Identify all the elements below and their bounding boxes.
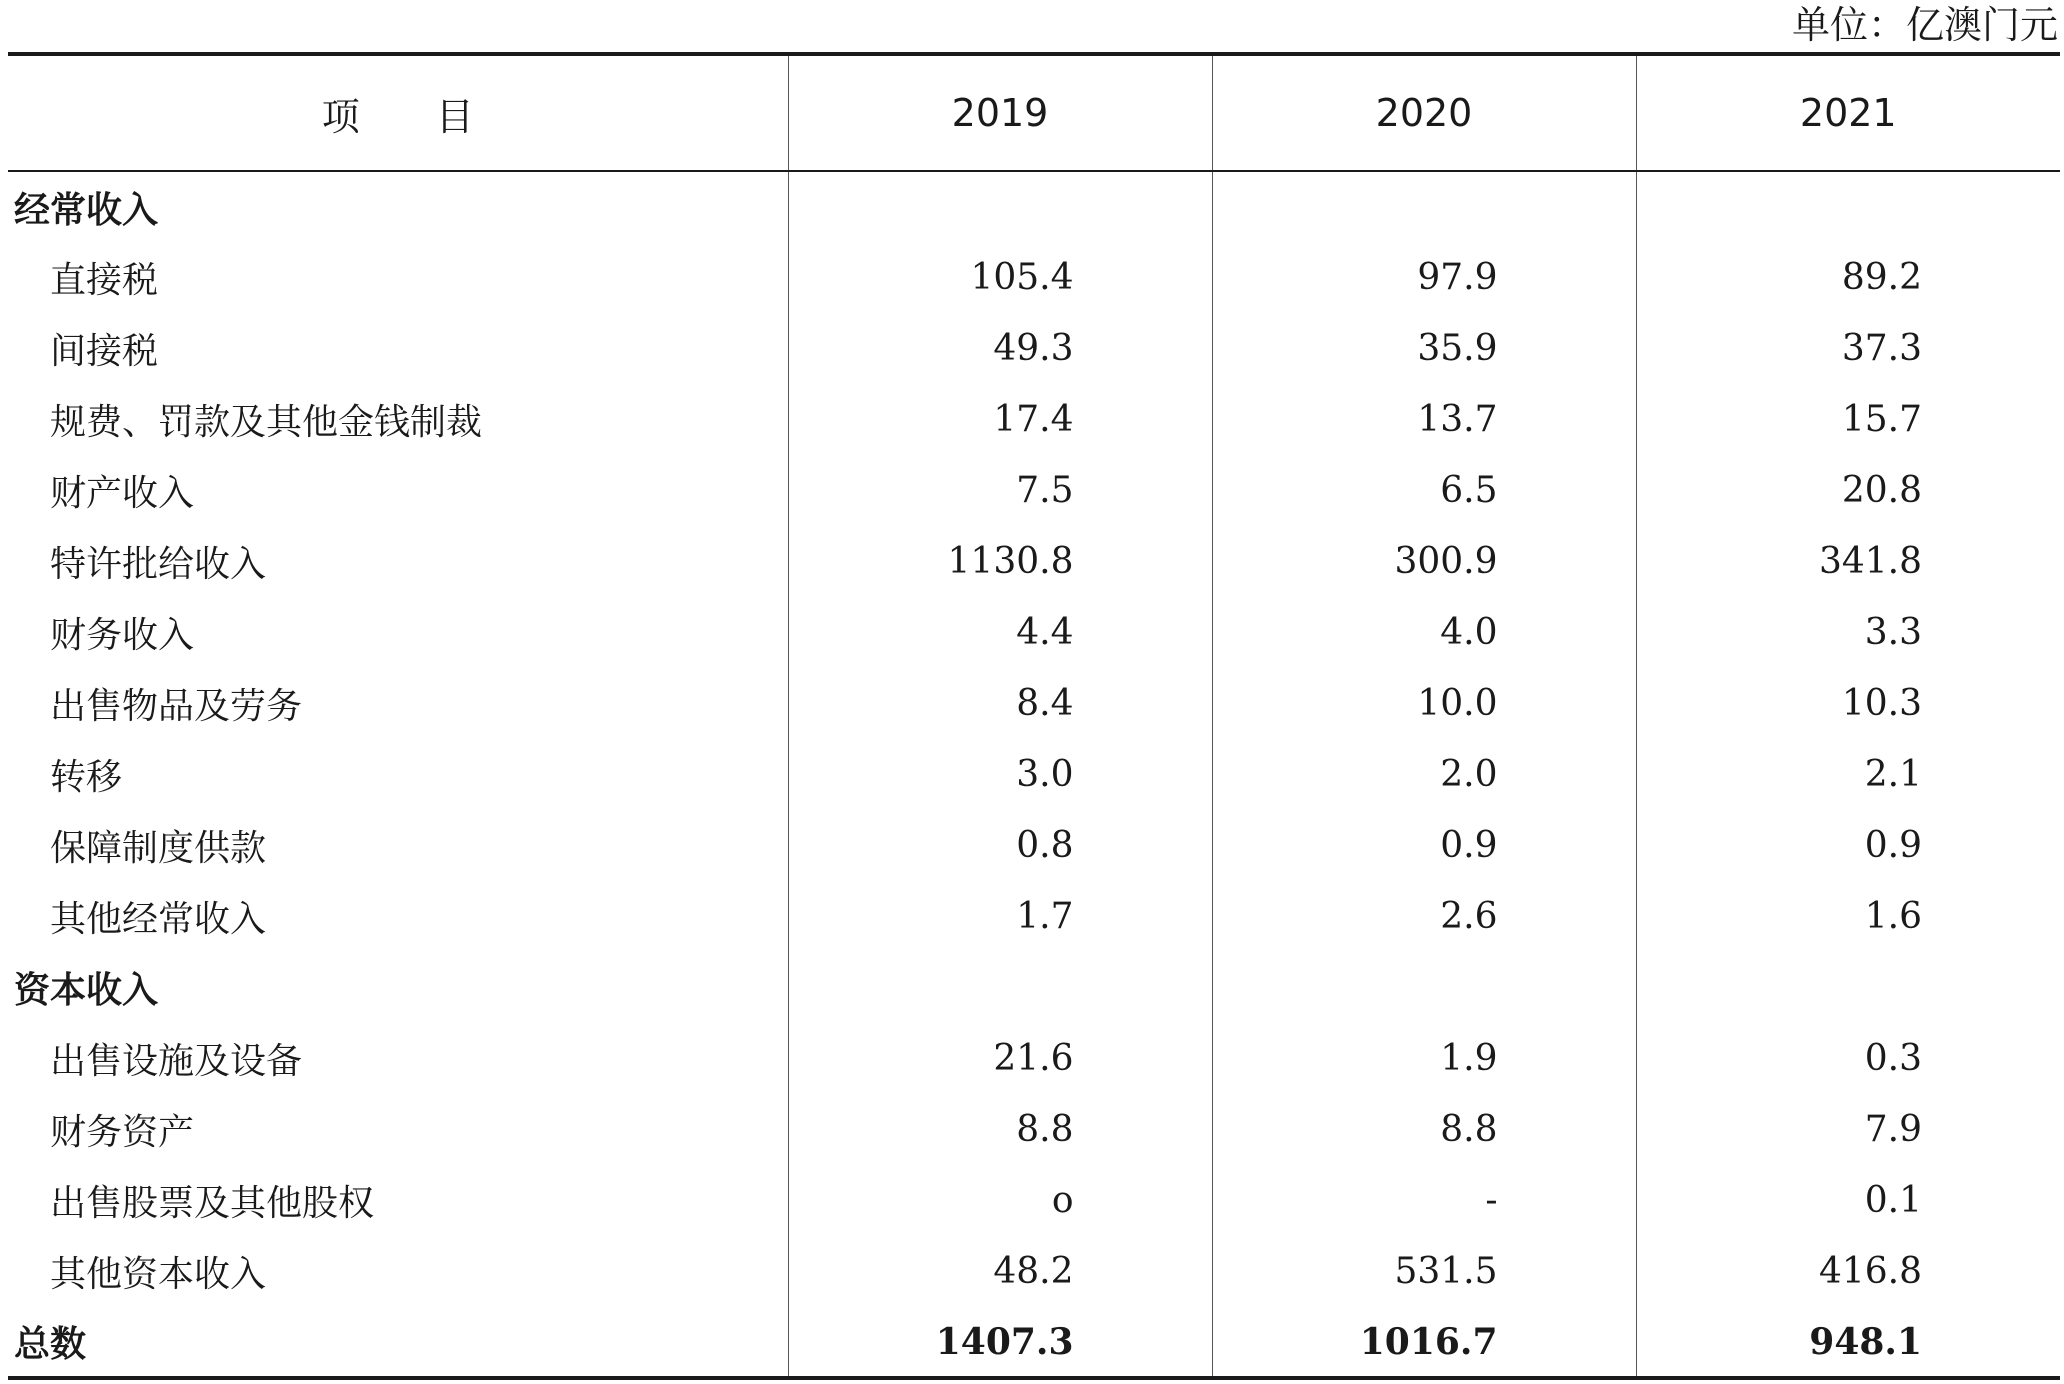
row-label: 出售股票及其他股权	[50, 1183, 375, 1224]
row-value: 8.8	[788, 1094, 1212, 1165]
table-row	[8, 810, 2060, 881]
table-row	[8, 881, 2060, 952]
total-value: 1016.7	[1212, 1307, 1636, 1378]
row-value: 17.4	[788, 384, 1212, 455]
table-row	[8, 1165, 2060, 1236]
row-value: 10.3	[1636, 668, 2060, 739]
total-row	[8, 1307, 2060, 1378]
row-value: 0.9	[1212, 810, 1636, 881]
row-label: 规费、罚款及其他金钱制裁	[50, 402, 483, 443]
table-body	[8, 171, 2060, 1378]
table-row	[8, 313, 2060, 384]
revenue-table	[8, 52, 2060, 1380]
header-row	[8, 54, 2060, 171]
row-value: 2.6	[1212, 881, 1636, 952]
table-row	[8, 526, 2060, 597]
row-value: 1.6	[1636, 881, 2060, 952]
row-label: 其他经常收入	[50, 899, 267, 940]
empty-cell	[1636, 171, 2060, 242]
section-title: 资本收入	[14, 970, 159, 1011]
row-value: 3.3	[1636, 597, 2060, 668]
row-value: 1.7	[788, 881, 1212, 952]
table-row	[8, 455, 2060, 526]
total-value: 1407.3	[788, 1307, 1212, 1378]
table-row	[8, 1236, 2060, 1307]
row-value: 0.9	[1636, 810, 2060, 881]
row-label: 出售设施及设备	[50, 1041, 303, 1082]
row-value: 3.0	[788, 739, 1212, 810]
row-value: 4.0	[1212, 597, 1636, 668]
row-value: 37.3	[1636, 313, 2060, 384]
row-label: 财产收入	[50, 473, 195, 514]
row-value: 4.4	[788, 597, 1212, 668]
section-row	[8, 171, 2060, 242]
empty-cell	[1636, 952, 2060, 1023]
total-label: 总数	[14, 1324, 87, 1365]
empty-cell	[788, 952, 1212, 1023]
row-value: 21.6	[788, 1023, 1212, 1094]
unit-label: 单位：亿澳门元	[1791, 3, 2058, 47]
row-value: 8.8	[1212, 1094, 1636, 1165]
row-value: 2.0	[1212, 739, 1636, 810]
table-row	[8, 1023, 2060, 1094]
table-row	[8, 242, 2060, 313]
row-value: 48.2	[788, 1236, 1212, 1307]
row-label: 特许批给收入	[50, 544, 267, 585]
row-value: 10.0	[1212, 668, 1636, 739]
row-value: 0.8	[788, 810, 1212, 881]
row-value: 15.7	[1636, 384, 2060, 455]
table-row	[8, 668, 2060, 739]
row-value: o	[788, 1165, 1212, 1236]
row-value: 1130.8	[788, 526, 1212, 597]
row-value: 300.9	[1212, 526, 1636, 597]
row-value: -	[1212, 1165, 1636, 1236]
row-value: 531.5	[1212, 1236, 1636, 1307]
row-value: 89.2	[1636, 242, 2060, 313]
row-value: 7.9	[1636, 1094, 2060, 1165]
table-row	[8, 597, 2060, 668]
row-value: 105.4	[788, 242, 1212, 313]
row-value: 20.8	[1636, 455, 2060, 526]
row-label: 间接税	[50, 331, 159, 372]
section-title: 经常收入	[14, 189, 159, 231]
row-value: 13.7	[1212, 384, 1636, 455]
row-value: 35.9	[1212, 313, 1636, 384]
row-value: 97.9	[1212, 242, 1636, 313]
table-row	[8, 384, 2060, 455]
row-label: 财务资产	[50, 1112, 195, 1153]
row-value: 7.5	[788, 455, 1212, 526]
section-row	[8, 952, 2060, 1023]
row-value: 0.1	[1636, 1165, 2060, 1236]
empty-cell	[1212, 171, 1636, 242]
header-year-2020: 2020	[1212, 54, 1636, 171]
row-value: 341.8	[1636, 526, 2060, 597]
total-value: 948.1	[1636, 1307, 2060, 1378]
row-value: 0.3	[1636, 1023, 2060, 1094]
row-label: 保障制度供款	[50, 828, 267, 869]
row-value: 6.5	[1212, 455, 1636, 526]
header-year-2019: 2019	[788, 54, 1212, 171]
header-year-2021: 2021	[1636, 54, 2060, 171]
row-value: 2.1	[1636, 739, 2060, 810]
row-label: 直接税	[50, 260, 159, 301]
header-item: 项 目	[321, 94, 474, 139]
row-label: 其他资本收入	[50, 1254, 267, 1295]
row-value: 8.4	[788, 668, 1212, 739]
row-value: 1.9	[1212, 1023, 1636, 1094]
table-header	[8, 54, 2060, 171]
row-value: 416.8	[1636, 1236, 2060, 1307]
row-value: 49.3	[788, 313, 1212, 384]
row-label: 财务收入	[50, 615, 195, 656]
row-label: 转移	[50, 757, 123, 798]
table-row	[8, 1094, 2060, 1165]
empty-cell	[788, 171, 1212, 242]
empty-cell	[1212, 952, 1636, 1023]
table-row	[8, 739, 2060, 810]
row-label: 出售物品及劳务	[50, 686, 303, 727]
